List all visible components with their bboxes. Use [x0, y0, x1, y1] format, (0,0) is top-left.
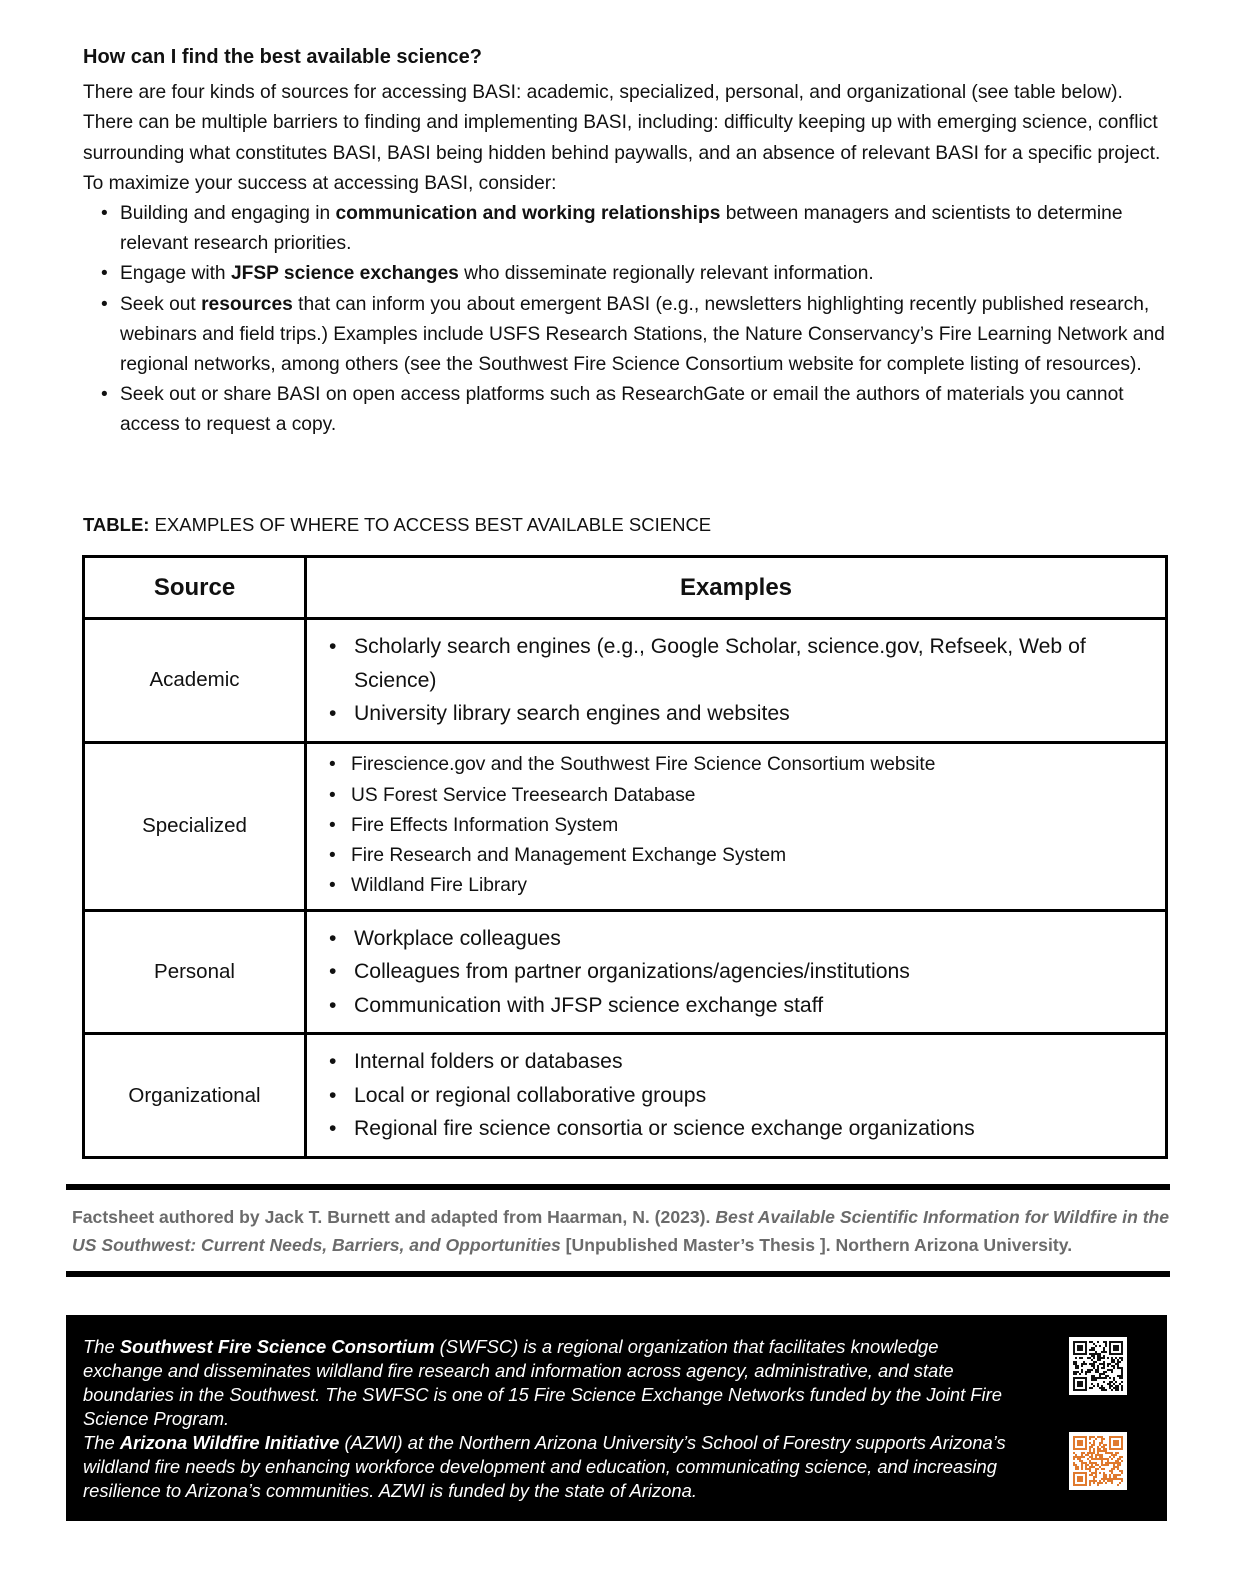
tip-item: • Building and engaging in communication and working relationships between managers and scientists to determine relevant research priorities. — [101, 203, 1123, 255]
list-item: • Firescience.gov and the Southwest Fire Science Consortium website — [329, 754, 936, 776]
examples-list — [307, 912, 1165, 1033]
tip-item: • Engage with JFSP science exchanges who disseminate regionally relevant information. — [101, 263, 874, 285]
table-row — [84, 619, 1167, 743]
list-item: • Scholarly search engines (e.g., Google Scholar, science.gov, Refseek, Web of Science) — [329, 635, 1086, 692]
intro-paragraph: There are four kinds of sources for accessing BASI: academic, specialized, personal, and organizational (see table below). There can be multiple barriers to finding and implementing BASI, including: difficulty keeping up with emerging science, conflict surrounding what constitutes BASI, BASI being hidden behind paywalls, and an absence of relevant BASI for a specific project. To maximize your success at accessing BASI, consider: — [83, 82, 1161, 195]
list-item: • Local or regional collaborative groups — [329, 1083, 707, 1107]
source-cell: Specialized — [84, 742, 306, 910]
tips-list — [83, 199, 1173, 441]
divider-bottom — [66, 1271, 1170, 1277]
section-heading: How can I find the best available science? — [83, 46, 483, 68]
tip-item: • Seek out resources that can inform you about emergent BASI (e.g., newsletters highlighting recently published research, webinars and field trips.) Examples include USFS Research Stations, the Nature Conservancy’s Fire Learning Network and regional networks, among others (see the Southwest Fire Science Consortium website for complete listing of resources). — [101, 293, 1165, 376]
list-item: • Fire Effects Information System — [329, 814, 619, 836]
qr-code-swfsc-icon[interactable] — [1069, 1337, 1127, 1395]
tip-item: • Seek out or share BASI on open access platforms such as ResearchGate or email the authors of materials you cannot access to request a copy. — [101, 384, 1124, 436]
list-item: • Communication with JFSP science exchange staff — [329, 993, 824, 1017]
examples-list — [307, 744, 1165, 907]
list-item: • Wildland Fire Library — [329, 875, 527, 897]
table-row — [84, 1034, 1167, 1158]
sources-table — [82, 555, 1168, 1159]
list-item: • Internal folders or databases — [329, 1050, 623, 1074]
table-caption: TABLE: EXAMPLES OF WHERE TO ACCESS BEST AVAILABLE SCIENCE — [83, 514, 712, 535]
examples-list — [307, 1035, 1165, 1156]
table-header-row — [84, 557, 1167, 619]
list-item: • University library search engines and websites — [329, 702, 790, 725]
source-cell: Organizational — [84, 1034, 306, 1158]
source-cell: Academic — [84, 619, 306, 743]
header-source: Source — [84, 557, 306, 619]
list-item: • Regional fire science consortia or science exchange organizations — [329, 1117, 975, 1141]
list-item: • Workplace colleagues — [329, 926, 561, 950]
table-row — [84, 910, 1167, 1034]
list-item: • Fire Research and Management Exchange System — [329, 845, 787, 867]
credit-text: Factsheet authored by Jack T. Burnett and adapted from Haarman, N. (2023). Best Available Scientific Information for Wildfire in the US Southwest: Current Needs, Barriers, and Opportunities [Unpublished Master’s Thesis ]. Northern Arizona University. — [72, 1207, 1170, 1255]
azwi-paragraph: The Arizona Wildfire Initiative (AZWI) at the Northern Arizona University’s School of Forestry supports Arizona’s wildland fire needs by enhancing workforce development and education, communicating science, and increasing resilience to Arizona’s communities. AZWI is funded by the state of Arizona. — [83, 1432, 1006, 1501]
source-cell: Personal — [84, 910, 306, 1034]
list-item: • US Forest Service Treesearch Database — [329, 784, 696, 806]
header-examples: Examples — [306, 557, 1167, 619]
qr-code-azwi-icon[interactable] — [1069, 1432, 1127, 1490]
list-item: • Colleagues from partner organizations/agencies/institutions — [329, 960, 910, 983]
footer-box — [66, 1315, 1167, 1521]
divider-top — [66, 1184, 1170, 1190]
swfsc-paragraph: The Southwest Fire Science Consortium (SWFSC) is a regional organization that facilitates knowledge exchange and disseminates wildland fire research and information across agency, administrative, and state boundaries in the Southwest. The SWFSC is one of 15 Fire Science Exchange Networks funded by the Joint Fire Science Program. — [83, 1336, 1002, 1429]
examples-list — [307, 620, 1165, 741]
table-row — [84, 742, 1167, 910]
